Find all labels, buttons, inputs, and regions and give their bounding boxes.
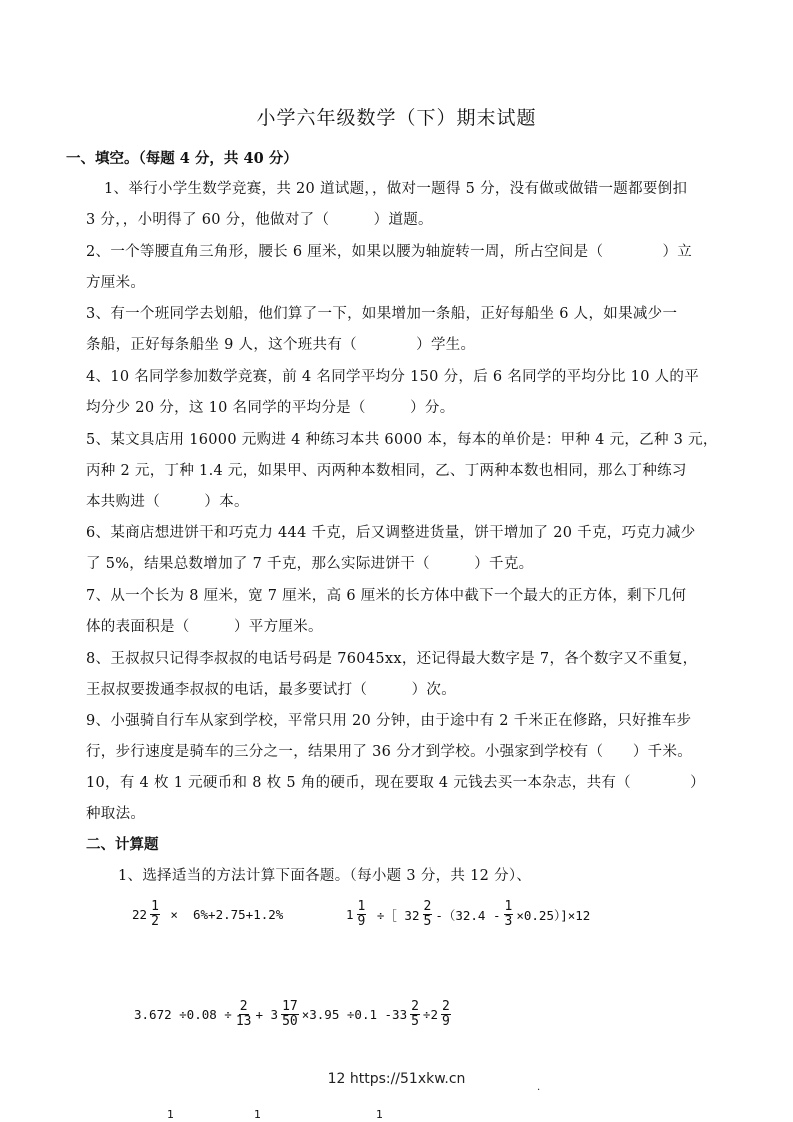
expr3-part-a: 3.672 ÷0.08 ÷ <box>134 1007 232 1023</box>
q7-line-1: 7、从一个长为 8 厘米，宽 7 厘米，高 6 厘米的长方体中截下一个最大的正方体，剩下几何 <box>86 588 687 604</box>
q2-line-1: 2、一个等腰直角三角形，腰长 6 厘米，如果以腰为轴旋转一周，所占空间是（ ）立 <box>86 244 693 260</box>
q2-line-2: 方厘米。 <box>86 275 146 291</box>
expr2-part-b: ÷［ 32 <box>369 907 420 923</box>
expr3-fraction-2 <box>281 1000 299 1030</box>
expr2-part-c: -（32.4 - <box>435 907 501 923</box>
page-footer: 12 https://51xkw.cn <box>327 1071 466 1087</box>
expr3-part-b: + 3 <box>255 1007 279 1023</box>
q6-line-1: 6、某商店想进饼干和巧克力 444 千克，后又调整进货量，饼干增加了 20 千克，巧克力减少 <box>86 525 696 541</box>
expr3-fraction-3 <box>410 1000 420 1030</box>
q7-line-2: 体的表面积是（ ）平方厘米。 <box>86 619 323 635</box>
q8-line-1: 8、王叔叔只记得李叔叔的电话号码是 76045xx，还记得最大数字是 7，各个数字又不重复， <box>86 651 698 667</box>
expr2-fraction-2 <box>423 900 433 930</box>
q5-line-1: 5、某文具店用 16000 元购进 4 种练习本共 6000 本，每本的单价是：甲种 4 元，乙种 3 元， <box>86 432 718 448</box>
expr2-fraction-3 <box>504 900 514 930</box>
expr3-f3-denominator: 5 <box>411 1014 419 1030</box>
expr2-f3-numerator: 1 <box>504 899 513 914</box>
expr3-f2-denominator: 50 <box>282 1014 298 1030</box>
q1-line-2: 3 分，，小明得了 60 分，他做对了（ ）道题。 <box>86 212 433 228</box>
expr3-f4-numerator: 2 <box>441 999 450 1014</box>
expr3-f4-denominator: 9 <box>441 1014 450 1030</box>
q10-line-2: 种取法。 <box>86 806 146 822</box>
expr2-part-d: ×0.25）]×12 <box>516 907 591 923</box>
q8-line-2: 王叔叔要拨通李叔叔的电话，最多要试打（ ）次。 <box>86 682 456 698</box>
q4-line-2: 均分少 20 分，这 10 名同学的平均分是（ ）分。 <box>86 400 455 416</box>
expr1-f1-denominator: 2 <box>151 914 159 930</box>
cutoff-fragment-3: 1 <box>376 1108 383 1121</box>
expression-3 <box>134 1000 454 1030</box>
q3-line-2: 条船，正好每条船坐 9 人，这个班共有（ ）学生。 <box>86 337 476 353</box>
expr3-part-c: ×3.95 ÷0.1 -33 <box>301 1007 408 1023</box>
expr2-f1-denominator: 9 <box>357 914 366 930</box>
q9-line-1: 9、小强骑自行车从家到学校，平常只用 20 分钟，由于途中有 2 千米正在修路，只好推车步 <box>86 713 692 729</box>
cutoff-fragment-2: 1 <box>254 1108 261 1121</box>
expr3-fraction-4 <box>441 1000 451 1030</box>
section-1-heading: 一、填空。（每题 4 分，共 40 分） <box>66 150 298 167</box>
expr2-f2-denominator: 5 <box>423 914 432 930</box>
q5-line-3: 本共购进（ ）本。 <box>86 494 249 510</box>
expr1-fraction-1 <box>150 900 160 930</box>
expr3-f2-numerator: 17 <box>282 999 298 1014</box>
q4-line-1: 4、10 名同学参加数学竞赛，前 4 名同学平均分 150 分，后 6 名同学的平均分比 10 人的平 <box>86 369 700 385</box>
q10-line-1: 10，有 4 枚 1 元硬币和 8 枚 5 角的硬币，现在要取 4 元钱去买一本杂志，共有（ ） <box>86 775 705 791</box>
q1-line-1: 1、举行小学生数学竞赛，共 20 道试题，，做对一题得 5 分，没有做或做错一题都要倒扣 <box>104 181 688 197</box>
stray-dot: . <box>537 1082 541 1093</box>
expr3-f3-numerator: 2 <box>411 999 419 1014</box>
section-2-heading: 二、计算题 <box>86 836 159 853</box>
section-2-instruction: 1、选择适当的方法计算下面各题。（每小题 3 分，共 12 分）、 <box>118 868 532 884</box>
expr3-f1-denominator: 13 <box>235 1014 252 1030</box>
expr3-fraction-1 <box>235 1000 253 1030</box>
expr2-f3-denominator: 3 <box>504 914 513 930</box>
expr1-whole: 22 <box>132 907 148 923</box>
q9-line-2: 行，步行速度是骑车的三分之一，结果用了 36 分才到学校。小强家到学校有（ ）千米。 <box>86 744 693 760</box>
expr2-fraction-1 <box>357 900 367 930</box>
expr3-part-d: ÷2 <box>422 1007 438 1023</box>
expression-2 <box>346 900 590 930</box>
expr1-rest: × 6%+2.75+1.2% <box>162 907 284 923</box>
cutoff-fragment-1: 1 <box>167 1108 174 1121</box>
q3-line-1: 3、有一个班同学去划船，他们算了一下，如果增加一条船，正好每船坐 6 人，如果减少一 <box>86 306 678 322</box>
q5-line-2: 丙种 2 元，丁种 1.4 元，如果甲、丙两种本数相同，乙、丁两种本数也相同，那么丁种练习 <box>86 463 687 479</box>
expr2-f2-numerator: 2 <box>423 899 432 914</box>
expr3-f1-numerator: 2 <box>239 999 248 1014</box>
expression-1 <box>132 900 283 930</box>
page-title: 小学六年级数学（下）期末试题 <box>256 107 537 129</box>
expr1-f1-numerator: 1 <box>151 899 159 914</box>
expr2-whole: 1 <box>346 907 354 923</box>
q6-line-2: 了 5%，结果总数增加了 7 千克，那么实际进饼干（ ）千克。 <box>86 556 534 572</box>
expr2-f1-numerator: 1 <box>357 899 366 914</box>
